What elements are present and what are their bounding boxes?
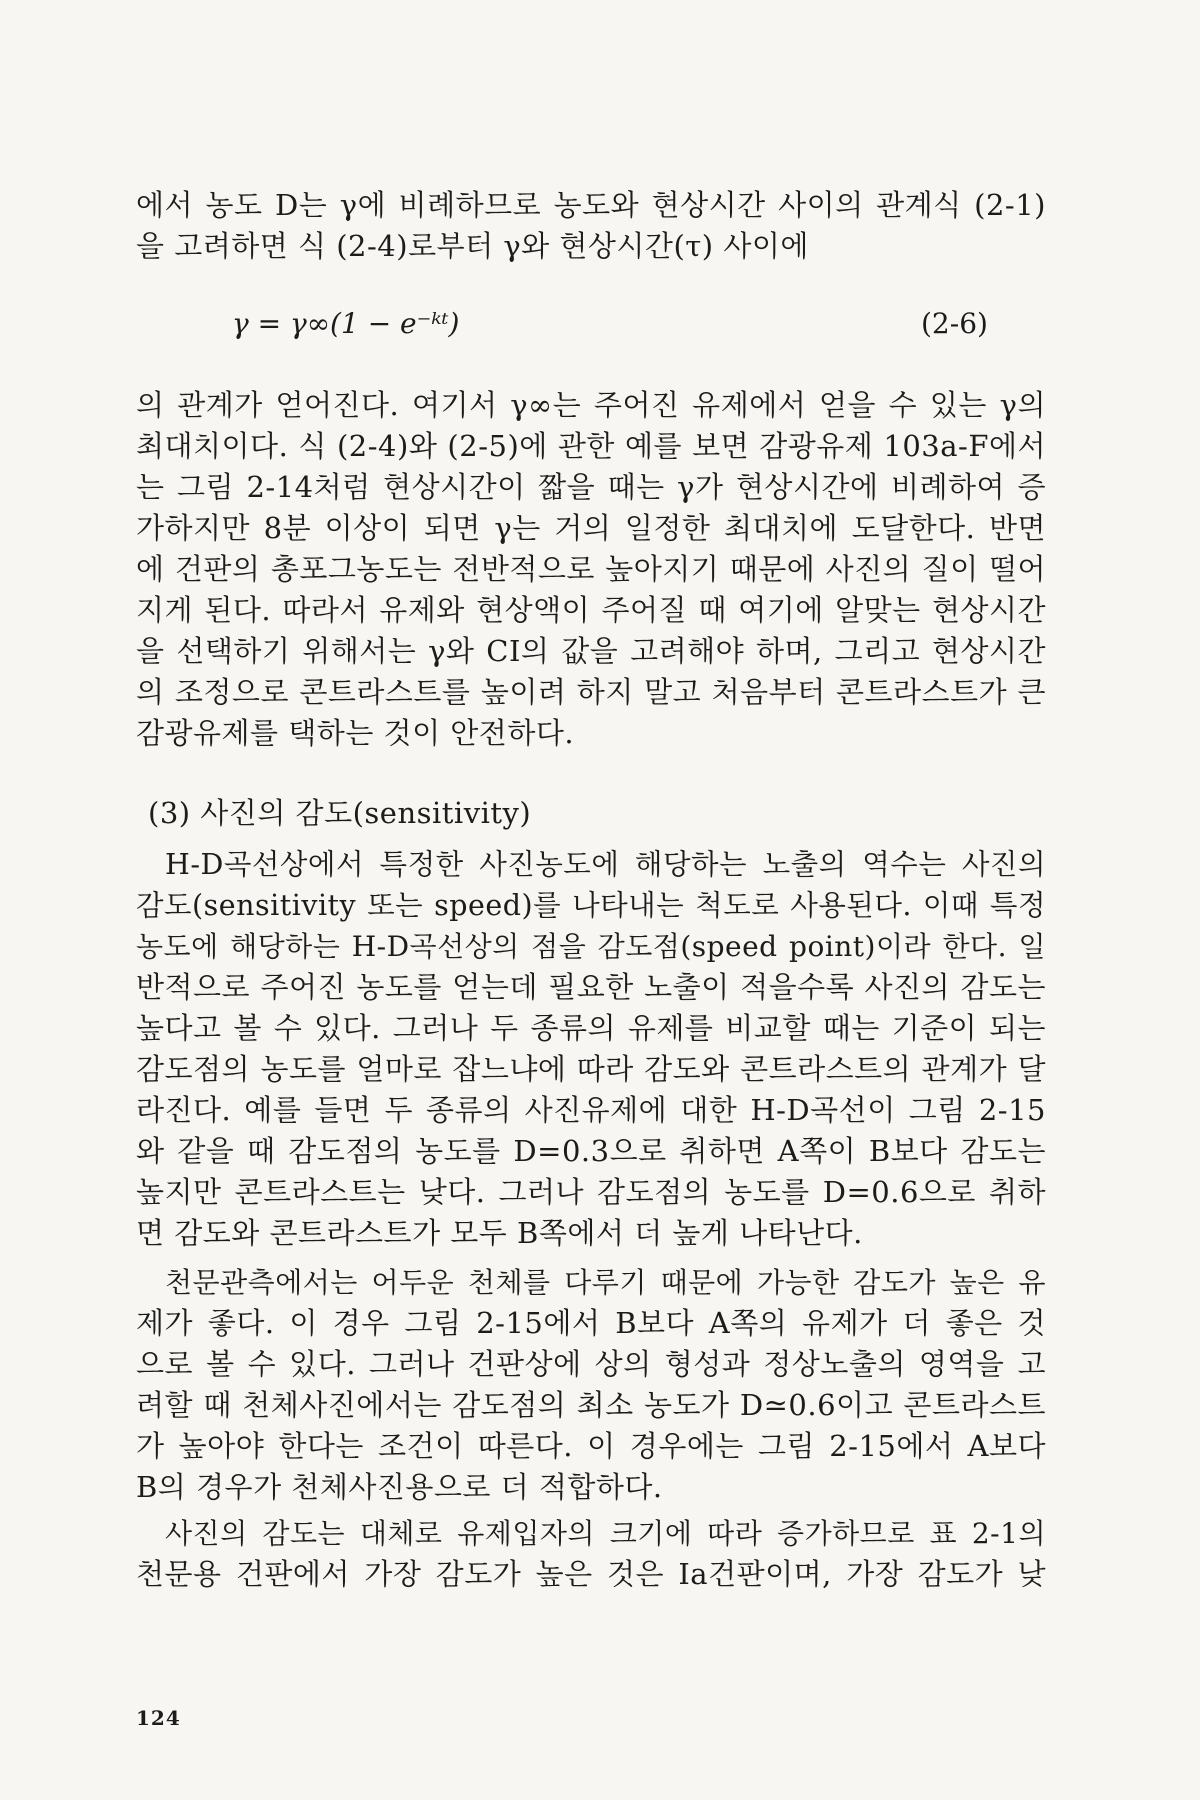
paragraph-sensitivity	[136, 844, 1046, 1254]
equation-2-6	[0, 307, 1200, 347]
text-line: 높다고 볼 수 있다. 그러나 두 종류의 유제를 비교할 때는 기준이 되는	[136, 1011, 1046, 1045]
text-line: 는 그림 2-14처럼 현상시간이 짧을 때는 γ가 현상시간에 비례하여 증	[136, 470, 1046, 504]
text-line: 천문용 건판에서 가장 감도가 높은 것은 Ia건판이며, 가장 감도가 낮	[136, 1557, 1046, 1591]
text-line: 의 관계가 얻어진다. 여기서 γ∞는 주어진 유제에서 얻을 수 있는 γ의	[136, 388, 1046, 422]
text-line: 제가 좋다. 이 경우 그림 2-15에서 B보다 A쪽의 유제가 더 좋은 것	[136, 1306, 1046, 1340]
text-line: 에 건판의 총포그농도는 전반적으로 높아지기 때문에 사진의 질이 떨어	[136, 552, 1046, 586]
equation-number: (2-6)	[921, 307, 988, 340]
paragraph-astronomy	[136, 1262, 1046, 1508]
text-line: 면 감도와 콘트라스트가 모두 B쪽에서 더 높게 나타난다.	[136, 1216, 863, 1250]
text-line: 으로 볼 수 있다. 그러나 건판상에 상의 형성과 정상노출의 영역을 고	[136, 1347, 1046, 1381]
text-line: 가하지만 8분 이상이 되면 γ는 거의 일정한 최대치에 도달한다. 반면	[136, 511, 1046, 545]
text-line: 최대치이다. 식 (2-4)와 (2-5)에 관한 예를 보면 감광유제 103a-F에서	[136, 429, 1046, 463]
text-line: 감도(sensitivity 또는 speed)를 나타내는 척도로 사용된다. 이때 특정	[136, 889, 1046, 922]
text-line: 에서 농도 D는 γ에 비례하므로 농도와 현상시간 사이의 관계식 (2-1)	[136, 188, 1046, 222]
text-line: 라진다. 예를 들면 두 종류의 사진유제에 대한 H-D곡선이 그림 2-15	[136, 1093, 1046, 1127]
text-line: 을 선택하기 위해서는 γ와 CI의 값을 고려해야 하며, 그리고 현상시간	[136, 634, 1046, 668]
page-number: 124	[136, 1706, 181, 1730]
text-line: H-D곡선상에서 특정한 사진농도에 해당하는 노출의 역수는 사진의	[165, 848, 1046, 881]
text-line: 와 같을 때 감도점의 농도를 D=0.3으로 취하면 A쪽이 B보다 감도는	[136, 1134, 1046, 1168]
text-line: 감도점의 농도를 얼마로 잡느냐에 따라 감도와 콘트라스트의 관계가 달	[136, 1052, 1046, 1086]
text-line: B의 경우가 천체사진용으로 더 적합하다.	[136, 1470, 663, 1504]
text-line: 려할 때 천체사진에서는 감도점의 최소 농도가 D≃0.6이고 콘트라스트	[136, 1388, 1046, 1422]
text-line: 가 높아야 한다는 조건이 따른다. 이 경우에는 그림 2-15에서 A보다	[136, 1429, 1046, 1463]
paragraph-gamma-maximum	[136, 385, 1046, 754]
text-line: 을 고려하면 식 (2-4)로부터 γ와 현상시간(τ) 사이에	[136, 229, 809, 263]
intro-paragraph	[136, 185, 1046, 267]
equation-body: γ = γ∞(1 − e⁻ᵏᵗ)	[232, 307, 460, 340]
text-line: 사진의 감도는 대체로 유제입자의 크기에 따라 증가하므로 표 2-1의	[165, 1517, 1046, 1550]
text-line: 높지만 콘트라스트는 낮다. 그러나 감도점의 농도를 D=0.6으로 취하	[136, 1175, 1046, 1209]
paragraph-grain-size	[136, 1513, 1046, 1595]
text-line: 지게 된다. 따라서 유제와 현상액이 주어질 때 여기에 알맞는 현상시간	[136, 593, 1046, 627]
section-heading: (3) 사진의 감도(sensitivity)	[148, 796, 532, 830]
text-line: 농도에 해당하는 H-D곡선상의 점을 감도점(speed point)이라 한다. 일	[136, 930, 1046, 963]
text-line: 반적으로 주어진 농도를 얻는데 필요한 노출이 적을수록 사진의 감도는	[136, 970, 1046, 1004]
text-line: 감광유제를 택하는 것이 안전하다.	[136, 716, 575, 750]
text-line: 천문관측에서는 어두운 천체를 다루기 때문에 가능한 감도가 높은 유	[165, 1266, 1046, 1299]
text-line: 의 조정으로 콘트라스트를 높이려 하지 말고 처음부터 콘트라스트가 큰	[136, 675, 1046, 709]
